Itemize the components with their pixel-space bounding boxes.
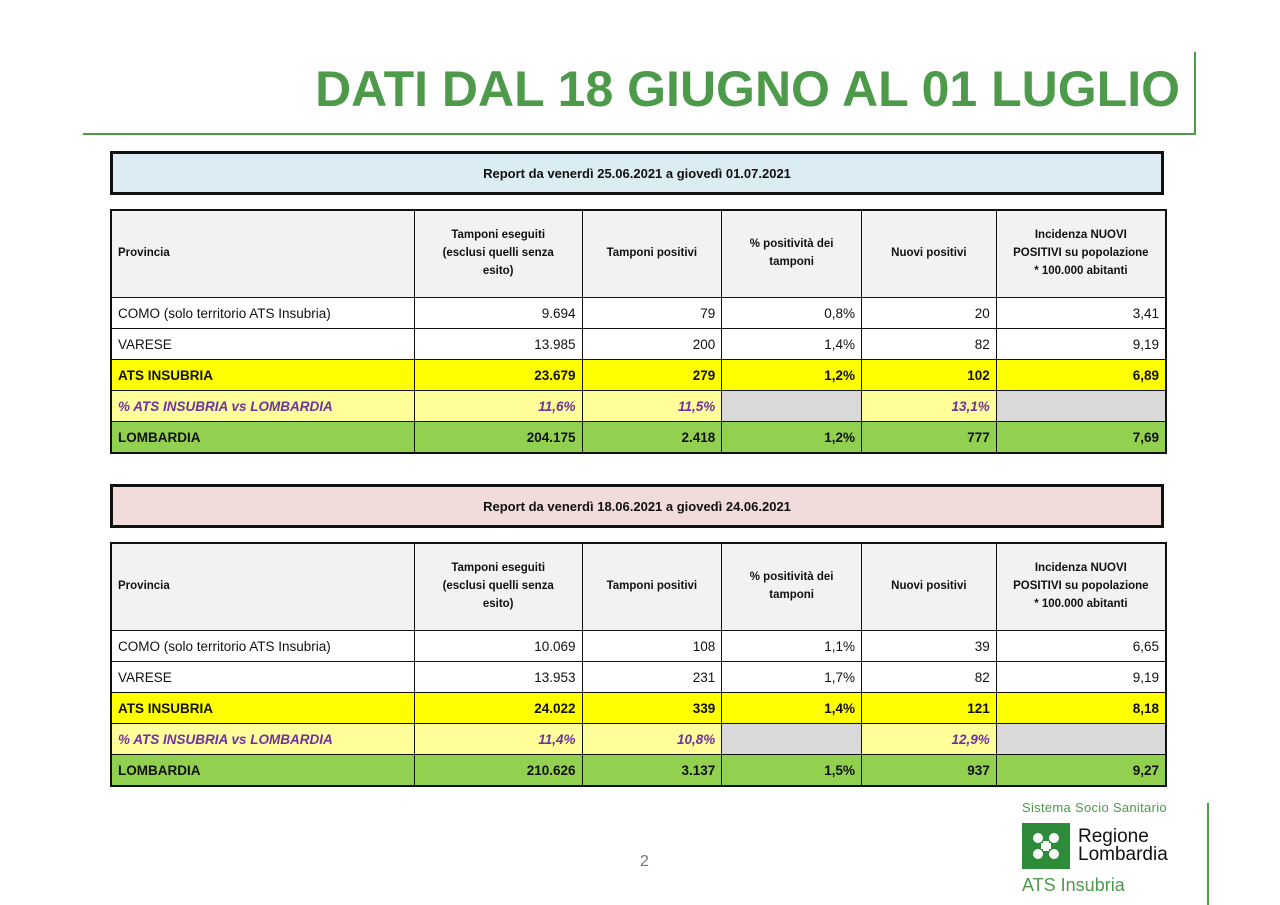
regione-lombardia-logo: [1022, 800, 1202, 896]
table-header-row: [111, 210, 1166, 298]
table-row-pct-vs-lombardia: % ATS INSUBRIA vs LOMBARDIA 11,4% 10,8% 12,9%: [111, 724, 1166, 755]
logo-ats-text: ATS Insubria: [1022, 875, 1125, 895]
page-title: DATI DAL 18 GIUGNO AL 01 LUGLIO: [315, 61, 1180, 117]
title-underline: [83, 133, 1195, 135]
table-row-como: COMO (solo territorio ATS Insubria) 10.069 108 1,1% 39 6,65: [111, 631, 1166, 662]
table-row-pct-vs-lombardia: % ATS INSUBRIA vs LOMBARDIA 11,6% 11,5% 13,1%: [111, 391, 1166, 422]
table-row-lombardia: LOMBARDIA 204.175 2.418 1,2% 777 7,69: [111, 422, 1166, 454]
col-positivita: % positività dei tamponi: [722, 543, 862, 631]
col-tamponi-eseguiti: Tamponi eseguiti (esclusi quelli senza esito): [414, 210, 582, 298]
title-vertical-rule: [1194, 52, 1196, 135]
table-row-ats-insubria: ATS INSUBRIA 24.022 339 1,4% 121 8,18: [111, 693, 1166, 724]
logo-region-line2: Lombardia: [1078, 844, 1168, 865]
empty-cell: [996, 724, 1166, 755]
col-tamponi-positivi: Tamponi positivi: [582, 210, 722, 298]
col-tamponi-eseguiti: Tamponi eseguiti (esclusi quelli senza esito): [414, 543, 582, 631]
empty-cell: [722, 724, 862, 755]
page-number: 2: [640, 853, 649, 870]
col-tamponi-positivi: Tamponi positivi: [582, 543, 722, 631]
logo-vertical-rule: [1207, 803, 1209, 905]
table-header-row: [111, 543, 1166, 631]
table-row-lombardia: LOMBARDIA 210.626 3.137 1,5% 937 9,27: [111, 755, 1166, 787]
regione-lombardia-rose-icon: [1022, 823, 1070, 869]
empty-cell: [722, 391, 862, 422]
col-positivita: % positività dei tamponi: [722, 210, 862, 298]
col-incidenza: Incidenza NUOVI POSITIVI su popolazione * 100.000 abitanti: [996, 210, 1166, 298]
table-row-ats-insubria: ATS INSUBRIA 23.679 279 1,2% 102 6,89: [111, 360, 1166, 391]
logo-system-text: Sistema Socio Sanitario: [1022, 800, 1167, 815]
col-nuovi-positivi: Nuovi positivi: [862, 543, 997, 631]
table-row-varese: VARESE 13.985 200 1,4% 82 9,19: [111, 329, 1166, 360]
table-row-varese: VARESE 13.953 231 1,7% 82 9,19: [111, 662, 1166, 693]
report-2-table: [110, 542, 1167, 787]
col-nuovi-positivi: Nuovi positivi: [862, 210, 997, 298]
report-1-table: [110, 209, 1167, 454]
col-incidenza: Incidenza NUOVI POSITIVI su popolazione * 100.000 abitanti: [996, 543, 1166, 631]
empty-cell: [996, 391, 1166, 422]
table-row-como: COMO (solo territorio ATS Insubria) 9.694 79 0,8% 20 3,41: [111, 298, 1166, 329]
report-2-heading: Report da venerdì 18.06.2021 a giovedì 24.06.2021: [110, 484, 1164, 528]
col-provincia: Provincia: [111, 543, 414, 631]
col-provincia: Provincia: [111, 210, 414, 298]
report-1-heading: Report da venerdì 25.06.2021 a giovedì 01.07.2021: [110, 151, 1164, 195]
logo-region-line1: Regione: [1078, 826, 1149, 847]
